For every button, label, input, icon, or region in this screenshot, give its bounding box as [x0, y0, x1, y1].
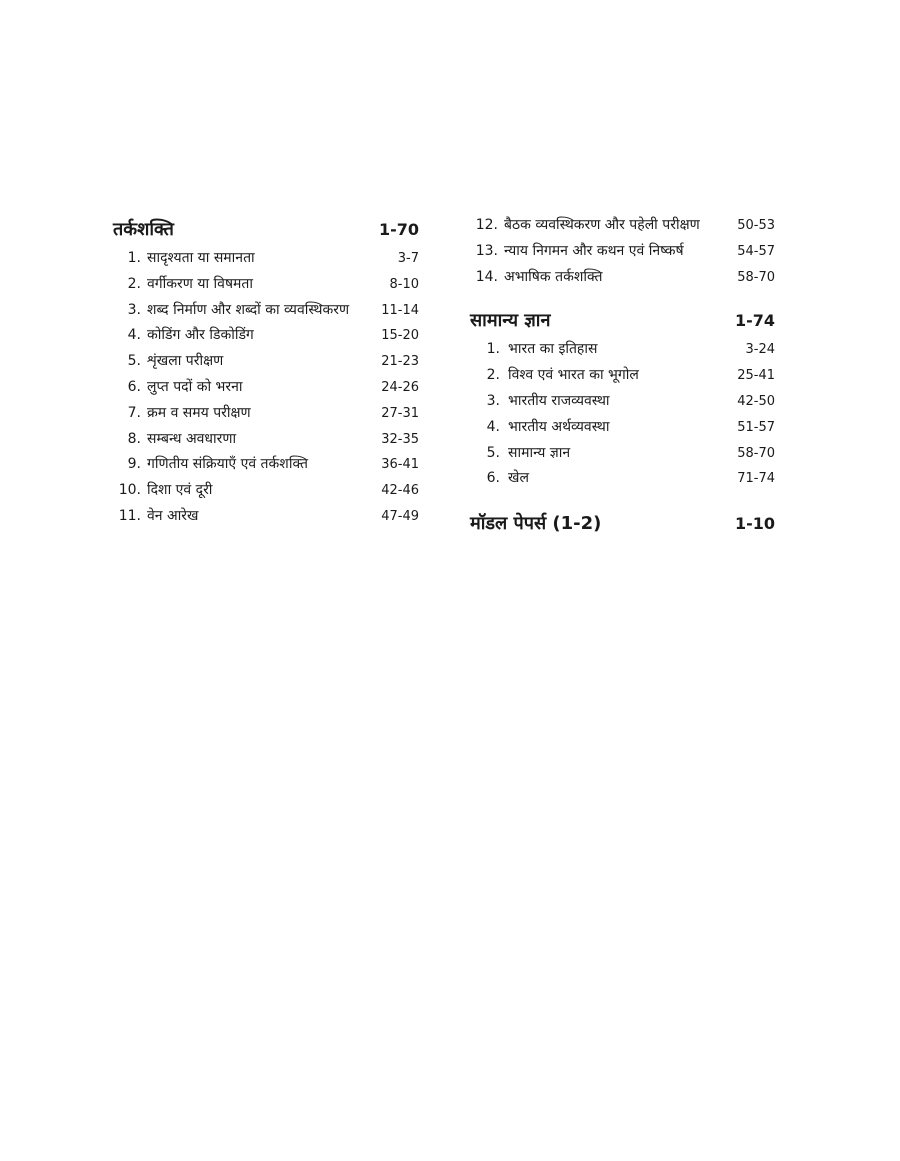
entry-pages: 32-35: [381, 431, 419, 447]
entry-pages: 21-23: [381, 354, 419, 370]
entry-pages: 50-53: [737, 218, 775, 233]
toc-entry: [113, 246, 419, 272]
toc-entry: [470, 363, 775, 389]
section-heading-general-knowledge: [470, 307, 775, 335]
entry-number: 11.: [118, 507, 141, 524]
entry-title: वर्गीकरण या विषमता: [147, 275, 254, 292]
toc-entry: [113, 298, 419, 324]
entry-number: 12.: [475, 217, 498, 233]
entry-number: 1.: [486, 341, 500, 358]
entry-title: भारतीय अर्थव्यवस्था: [508, 418, 610, 435]
entry-number: 3.: [127, 301, 141, 318]
toc-entry: [470, 389, 775, 415]
entry-number: 6.: [127, 378, 141, 395]
entry-title: भारत का इतिहास: [508, 341, 598, 358]
entry-title: सामान्य ज्ञान: [508, 444, 571, 461]
entry-title: दिशा एवं दूरी: [147, 482, 213, 499]
toc-entry: [113, 375, 419, 401]
entry-number: 9.: [127, 456, 141, 473]
entry-title: सादृश्यता या समानता: [147, 250, 255, 266]
toc-entry: [470, 265, 775, 291]
entry-pages: 27-31: [381, 405, 419, 421]
toc-entry: [113, 478, 419, 504]
toc-entry: [113, 401, 419, 427]
entry-title: सम्बन्ध अवधारणा: [147, 430, 237, 447]
entry-title: क्रम व समय परीक्षण: [147, 404, 251, 421]
entry-number: 2.: [486, 367, 500, 384]
entry-title: भारतीय राजव्यवस्था: [508, 392, 610, 409]
entry-pages: 25-41: [737, 368, 775, 384]
toc-entry: [470, 213, 775, 239]
entry-number: 5.: [127, 353, 141, 370]
entry-pages: 42-46: [381, 483, 419, 499]
toc-entry: [113, 427, 419, 453]
entry-number: 2.: [127, 275, 141, 292]
toc-entry: [113, 452, 419, 478]
section-pages: 1-10: [734, 514, 775, 534]
section-title: मॉडल पेपर्स (1-2): [470, 513, 602, 535]
toc-entry: [470, 337, 775, 363]
entry-number: 7.: [127, 404, 141, 421]
toc-entry: [470, 441, 775, 467]
toc-entry: [113, 349, 419, 375]
entry-pages: 3-24: [745, 342, 775, 358]
entry-title: बैठक व्यवस्थिकरण और पहेली परीक्षण: [504, 217, 700, 233]
toc-entry: [113, 272, 419, 298]
entry-pages: 54-57: [737, 243, 775, 259]
section-pages: 1-70: [378, 220, 419, 239]
section-pages: 1-74: [734, 311, 775, 331]
entry-title: शब्द निर्माण और शब्दों का व्यवस्थिकरण: [147, 301, 350, 318]
entry-title: लुप्त पदों को भरना: [147, 378, 243, 395]
entry-pages: 11-14: [381, 302, 419, 318]
entry-number: 14.: [475, 268, 498, 285]
entry-number: 6.: [486, 470, 500, 487]
entry-title: गणितीय संक्रियाएँ एवं तर्कशक्ति: [147, 456, 308, 473]
entry-number: 4.: [486, 418, 500, 435]
section-title: तर्कशक्ति: [113, 219, 174, 240]
entry-title: कोडिंग और डिकोडिंग: [147, 327, 254, 344]
entry-number: 1.: [127, 250, 141, 266]
entry-pages: 47-49: [381, 508, 419, 524]
entry-number: 3.: [486, 392, 500, 409]
entry-pages: 51-57: [737, 419, 775, 435]
entry-title: अभाषिक तर्कशक्ति: [504, 268, 603, 285]
entry-title: वेन आरेख: [147, 507, 199, 524]
entry-pages: 15-20: [381, 328, 419, 344]
entry-number: 8.: [127, 430, 141, 447]
entry-pages: 58-70: [737, 445, 775, 461]
toc-right-column: [470, 213, 775, 540]
entry-pages: 58-70: [737, 269, 775, 285]
toc-entry: [470, 415, 775, 441]
entry-pages: 36-41: [381, 457, 419, 473]
section-title: सामान्य ज्ञान: [470, 310, 551, 332]
entry-pages: 24-26: [381, 379, 419, 395]
toc-entry: [113, 323, 419, 349]
section-heading-reasoning: [113, 216, 419, 244]
entry-pages: 8-10: [389, 276, 419, 292]
entry-pages: 71-74: [737, 471, 775, 487]
entry-title: विश्व एवं भारत का भूगोल: [508, 367, 639, 384]
entry-number: 4.: [127, 327, 141, 344]
reasoning-list: [113, 246, 419, 530]
entry-title: न्याय निगमन और कथन एवं निष्कर्ष: [504, 242, 684, 259]
toc-left-column: [113, 216, 419, 530]
toc-entry: [113, 504, 419, 530]
toc-entry: [470, 239, 775, 265]
entry-number: 13.: [475, 242, 498, 259]
toc-entry: [470, 466, 775, 492]
entry-pages: 3-7: [397, 251, 419, 266]
general-knowledge-list: [470, 337, 775, 492]
entry-pages: 42-50: [737, 393, 775, 409]
entry-number: 10.: [118, 482, 141, 499]
entry-number: 5.: [486, 444, 500, 461]
entry-title: शृंखला परीक्षण: [147, 353, 224, 370]
section-heading-model-papers: [470, 510, 775, 538]
entry-title: खेल: [508, 470, 529, 487]
reasoning-list-continued: [470, 213, 775, 290]
